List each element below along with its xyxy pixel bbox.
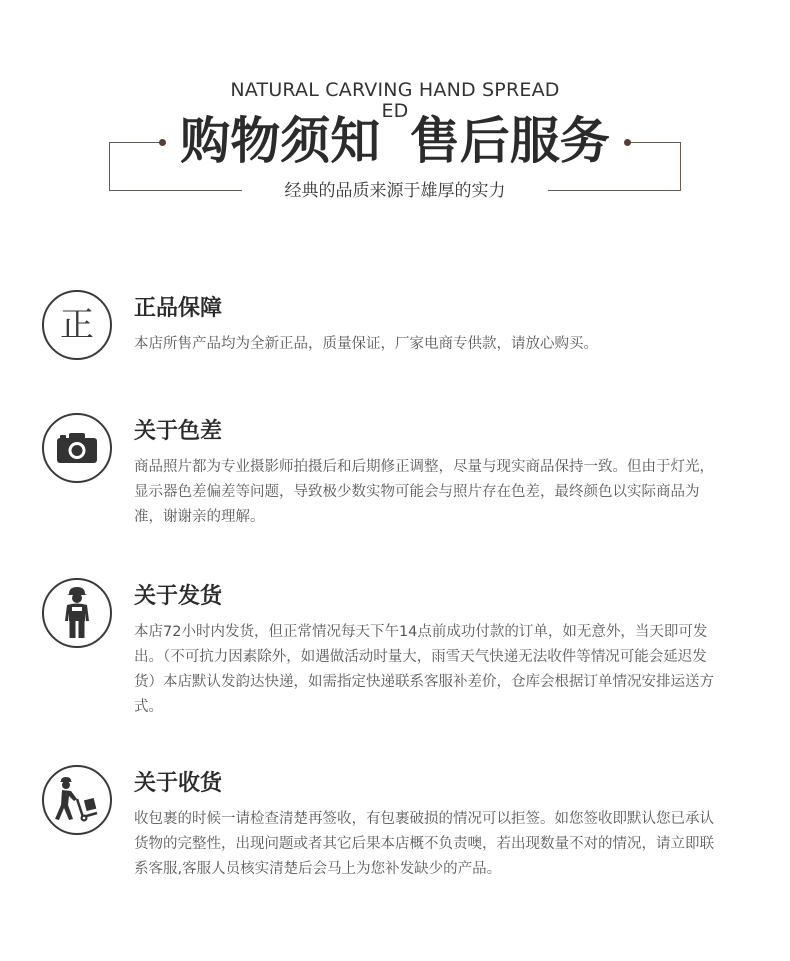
subtitle: 经典的品质来源于雄厚的实力 [284,181,506,201]
section-body: 商品照片都为专业摄影师拍摄后和后期修正调整，尽量与现实商品保持一致。但由于灯光，显示器色差偏差等问题，导致极少数实物可能会与照片存在色差，最终颜色以实际商品为准，谢谢亲的理解。 [134,459,714,525]
section-color-difference [42,413,742,533]
section-body: 本店72小时内发货，但正常情况每天下午14点前成功付款的订单，如无意外，当天即可发出。（不可抗力因素除外，如遇做活动时量大，雨雪天气快递无法收件等情况可能会延迟发货）本店默认发韵达快递，如需指定快递联系客服补差价，仓库会根据订单情况安排运送方式。 [134,624,714,715]
frame-left-bottom [109,190,242,191]
frame-left-dot [159,139,166,146]
section-receiving [42,765,742,885]
section-title: 关于发货 [134,584,223,609]
frame-right-dot [624,139,631,146]
camera-icon [42,413,112,483]
frame-left-vertical [109,142,110,191]
title-left: 购物须知 [180,112,381,170]
frame-right-top [627,142,681,143]
frame-right-vertical [680,142,681,191]
section-body: 本店所售产品均为全新正品，质量保证，厂家电商专供款，请放心购买。 [134,336,598,352]
section-title: 关于收货 [134,771,223,796]
frame-left-top [109,142,163,143]
zheng-character-icon [42,290,112,360]
frame-right-bottom [548,190,681,191]
delivery-person-icon [42,578,112,648]
section-shipping [42,578,742,718]
title-right: 售后服务 [409,112,610,170]
page-title [0,110,790,172]
section-body: 收包裹的时候一请检查清楚再签收，有包裹破损的情况可以拒签。如您签收即默认您已承认货物的完整性，出现问题或者其它后果本店概不负责噢，若出现数量不对的情况，请立即联系客服,客服人员核实清楚后会马上为您补发缺少的产品。 [134,811,714,877]
section-authentic [42,290,742,370]
english-title-text: NATURAL CARVING HAND SPREADED [230,79,560,122]
section-title: 关于色差 [134,419,223,444]
zheng-character: 正 [60,305,94,345]
hand-truck-icon [42,765,112,835]
section-title: 正品保障 [134,296,223,321]
